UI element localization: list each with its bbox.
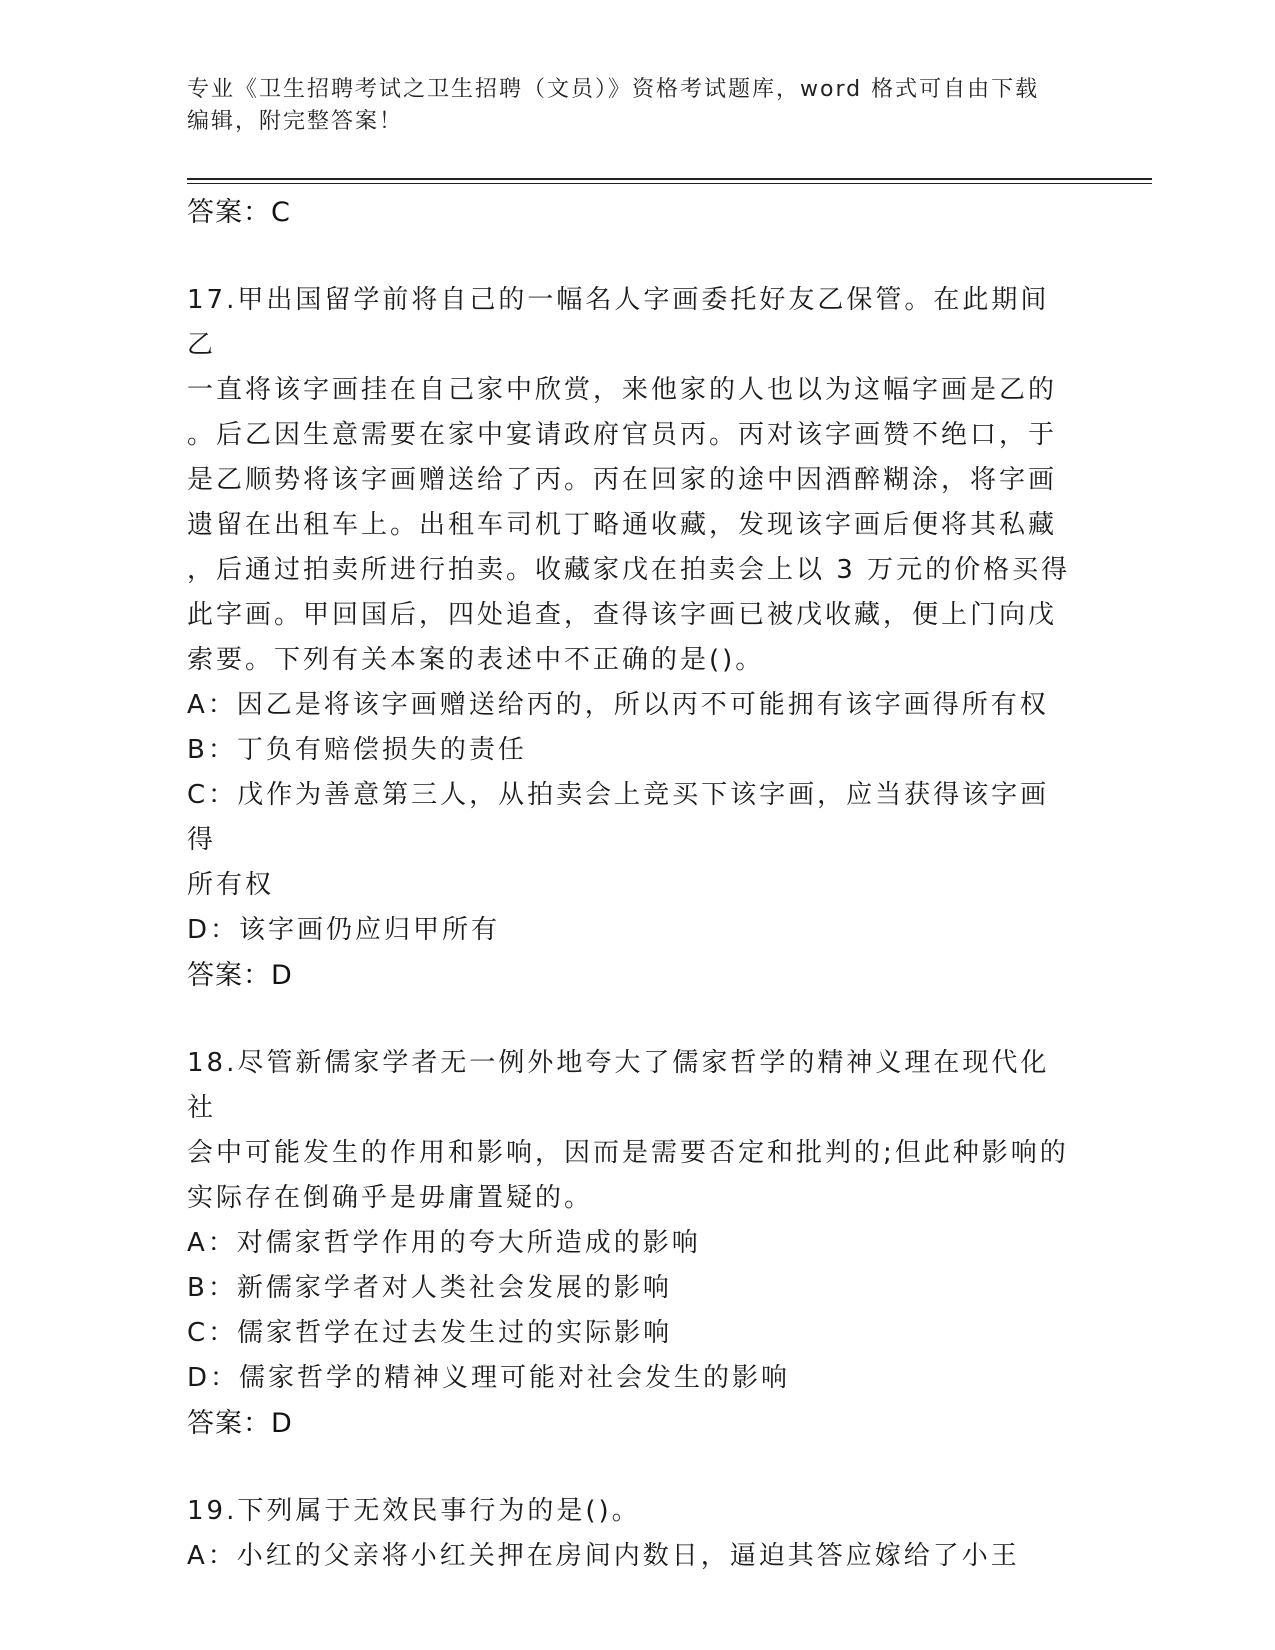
question-line: 此字画。甲回国后，四处追查，查得该字画已被戊收藏，便上门向戊 xyxy=(187,600,1058,630)
question-line: 18.尽管新儒家学者无一例外地夸大了儒家哲学的精神义理在现代化社 xyxy=(187,1048,1050,1123)
option-a: A：小红的父亲将小红关押在房间内数日，逼迫其答应嫁给了小王 xyxy=(187,1541,1020,1571)
question-line: 。后乙因生意需要在家中宴请政府官员丙。丙对该字画赞不绝口，于 xyxy=(187,420,1058,450)
option-b: B：新儒家学者对人类社会发展的影响 xyxy=(187,1273,672,1303)
option-d: D：儒家哲学的精神义理可能对社会发生的影响 xyxy=(187,1363,791,1393)
question-19 xyxy=(187,1489,1077,1579)
question-text xyxy=(187,278,1077,683)
header-line-1: 专业《卫生招聘考试之卫生招聘（文员）》资格考试题库，word 格式可自由下载 xyxy=(187,77,1040,102)
question-line: 实际存在倒确乎是毋庸置疑的。 xyxy=(187,1183,594,1213)
question-text xyxy=(187,1489,1077,1534)
question-line: 17.甲出国留学前将自己的一幅名人字画委托好友乙保管。在此期间乙 xyxy=(187,285,1050,360)
answer-18: 答案：D xyxy=(187,1408,293,1439)
question-18 xyxy=(187,1041,1077,1447)
question-line: 索要。下列有关本案的表述中不正确的是()。 xyxy=(187,645,765,675)
question-line: 会中可能发生的作用和影响，因而是需要否定和批判的;但此种影响的 xyxy=(187,1138,1069,1168)
option-d: D：该字画仍应归甲所有 xyxy=(187,915,501,945)
answer-17: 答案：D xyxy=(187,960,293,991)
header-line-2: 编辑，附完整答案！ xyxy=(187,109,404,134)
header-divider-thin xyxy=(187,183,1152,184)
page-header xyxy=(187,74,1067,138)
question-17 xyxy=(187,278,1077,999)
header-divider xyxy=(187,178,1152,180)
question-line: 一直将该字画挂在自己家中欣赏，来他家的人也以为这幅字画是乙的 xyxy=(187,375,1058,405)
option-c: C：戊作为善意第三人，从拍卖会上竞买下该字画，应当获得该字画得 所有权 xyxy=(187,780,1050,900)
question-line: ，后通过拍卖所进行拍卖。收藏家戊在拍卖会上以 3 万元的价格买得 xyxy=(187,555,1071,585)
question-list xyxy=(187,190,1077,1579)
option-a: A：对儒家哲学作用的夸大所造成的影响 xyxy=(187,1228,701,1258)
option-c: C：儒家哲学在过去发生过的实际影响 xyxy=(187,1318,673,1348)
option-b: B：丁负有赔偿损失的责任 xyxy=(187,735,527,765)
question-line: 遗留在出租车上。出租车司机丁略通收藏，发现该字画后便将其私藏 xyxy=(187,510,1058,540)
question-line: 19.下列属于无效民事行为的是()。 xyxy=(187,1496,641,1526)
option-a: A：因乙是将该字画赠送给丙的，所以丙不可能拥有该字画得所有权 xyxy=(187,690,1049,720)
question-line: 是乙顺势将该字画赠送给了丙。丙在回家的途中因酒醉糊涂，将字画 xyxy=(187,465,1058,495)
question-text xyxy=(187,1041,1077,1221)
previous-answer: 答案：C xyxy=(187,197,291,228)
